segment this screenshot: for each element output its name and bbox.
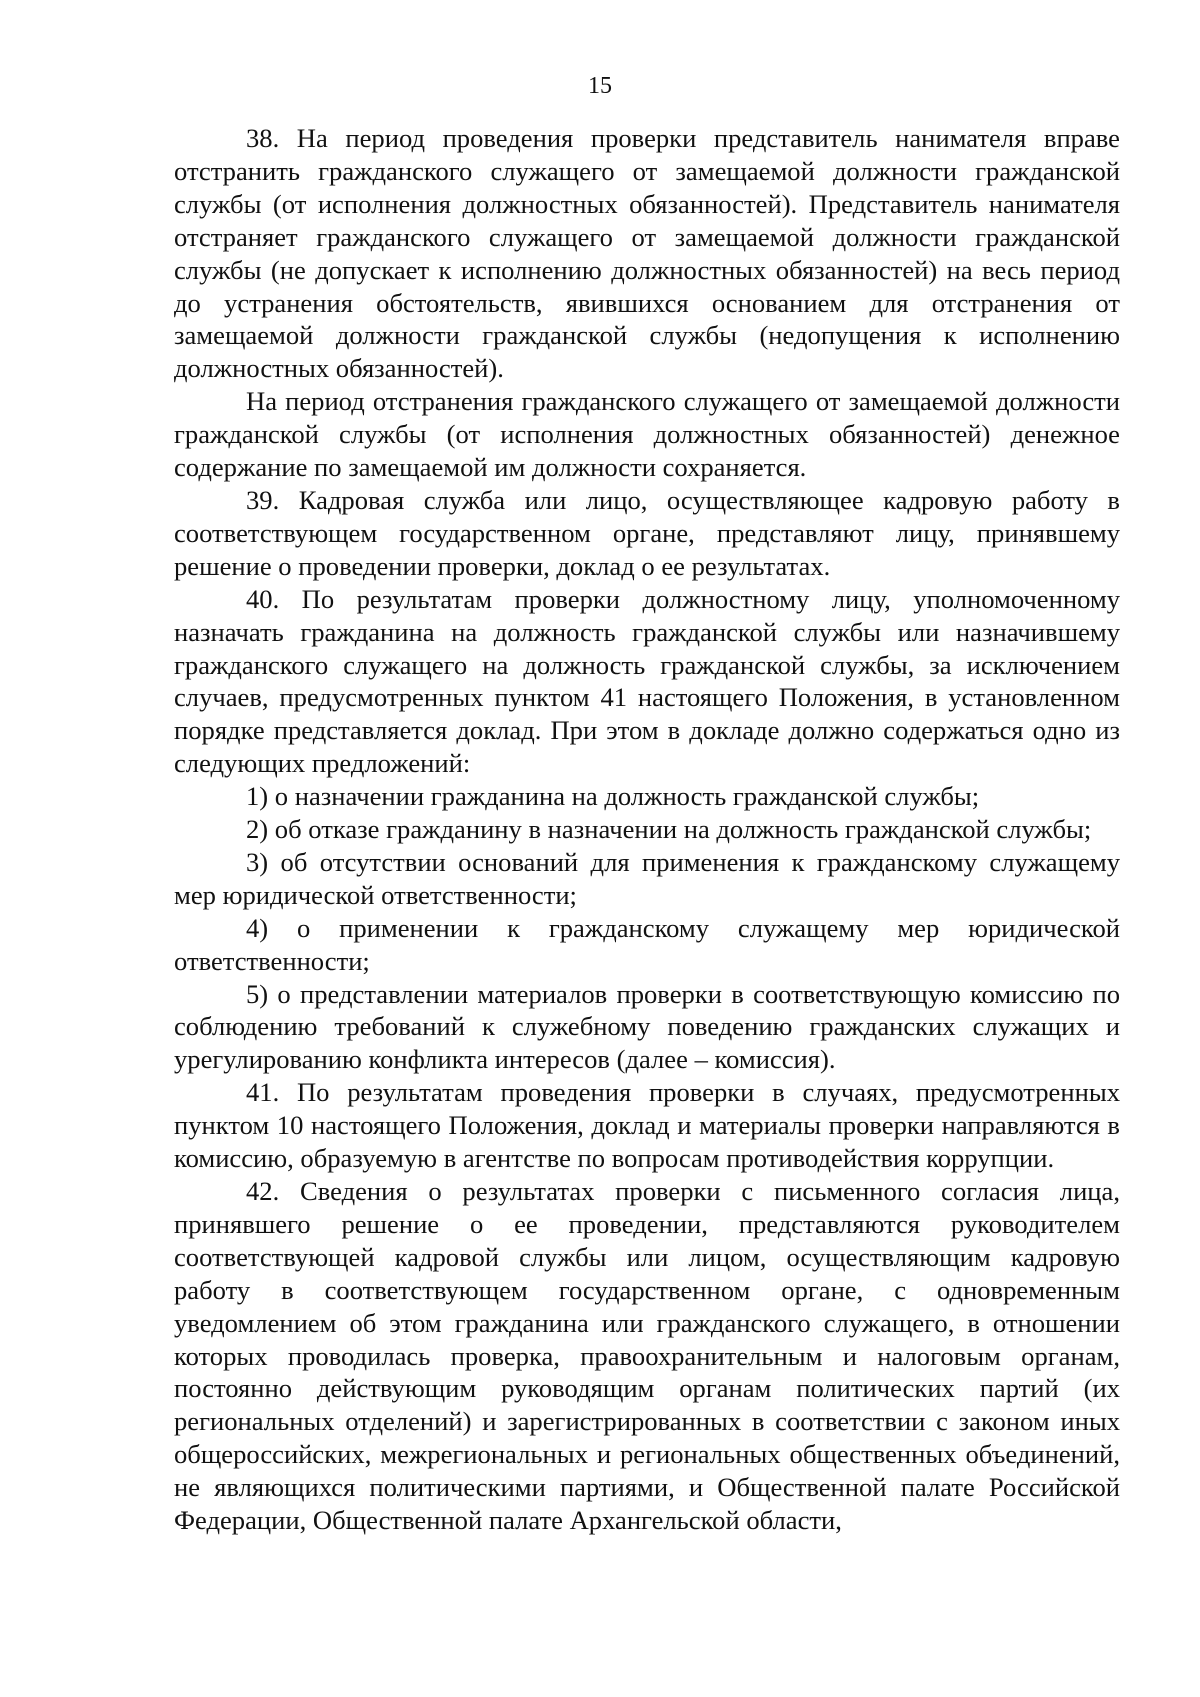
paragraph-40: 40. По результатам проверки должностному лицу, уполномоченному назначать гражданина на должность гражданской службы или назначившему гражданского служащего на должность гражданской службы, за исключением случаев, предусмотренных пунктом 41 настоящего Положения, в установленном порядке представляется доклад. При этом в докладе должно содержаться одно из следующих предложений: [174, 583, 1120, 779]
paragraph-41: 41. По результатам проведения проверки в случаях, предусмотренных пунктом 10 настоящего Положения, доклад и материалы проверки направляются в комиссию, образуемую в агентстве по вопросам противодействия коррупции. [174, 1077, 1120, 1174]
list-item-4: 4) о применении к гражданскому служащему мер юридической ответственности; [174, 912, 1120, 976]
list-item-1: 1) о назначении гражданина на должность гражданской службы; [246, 781, 980, 812]
list-item-5: 5) о представлении материалов проверки в соответствующую комиссию по соблюдению требований к служебному поведению гражданских служащих и урегулированию конфликта интересов (далее – комиссия). [174, 978, 1120, 1075]
page-number: 15 [588, 73, 612, 99]
list-item-3: 3) об отсутствии оснований для применения к гражданскому служащему мер юридической ответственности; [174, 846, 1120, 910]
paragraph-38: 38. На период проведения проверки представитель нанимателя вправе отстранить гражданского служащего от замещаемой должности гражданской службы (от исполнения должностных обязанностей). Представитель нанимателя отстраняет гражданского служащего от замещаемой должности гражданской службы (не допускает к исполнению должностных обязанностей) на весь период до устранения обстоятельств, явившихся основанием для отстранения от замещаемой должности гражданской службы (недопущения к исполнению должностных обязанностей). [174, 123, 1120, 384]
paragraph-39: 39. Кадровая служба или лицо, осуществляющее кадровую работу в соответствующем государственном органе, представляют лицу, принявшему решение о проведении проверки, доклад о ее результатах. [174, 484, 1120, 581]
paragraph-42: 42. Сведения о результатах проверки с письменного согласия лица, принявшего решение о ее проведении, представляются руководителем соответствующей кадровой службы или лицом, осуществляющим кадровую работу в соответствующем государственном органе, с одновременным уведомлением об этом гражданина или гражданского служащего, в отношении которых проводилась проверка, правоохранительным и налоговым органам, постоянно действующим руководящим органам политических партий (их региональных отделений) и зарегистрированных в соответствии с законом иных общероссийских, межрегиональных и региональных общественных объединений, не являющихся политическими партиями, и Общественной палате Российской Федерации, Общественной палате Архангельской области, [174, 1176, 1120, 1536]
paragraph-38-salary: На период отстранения гражданского служащего от замещаемой должности гражданской службы (от исполнения должностных обязанностей) денежное содержание по замещаемой им должности сохраняется. [174, 386, 1120, 483]
document-body [174, 122, 1120, 1537]
list-item-2: 2) об отказе гражданину в назначении на должность гражданской службы; [246, 814, 1092, 845]
